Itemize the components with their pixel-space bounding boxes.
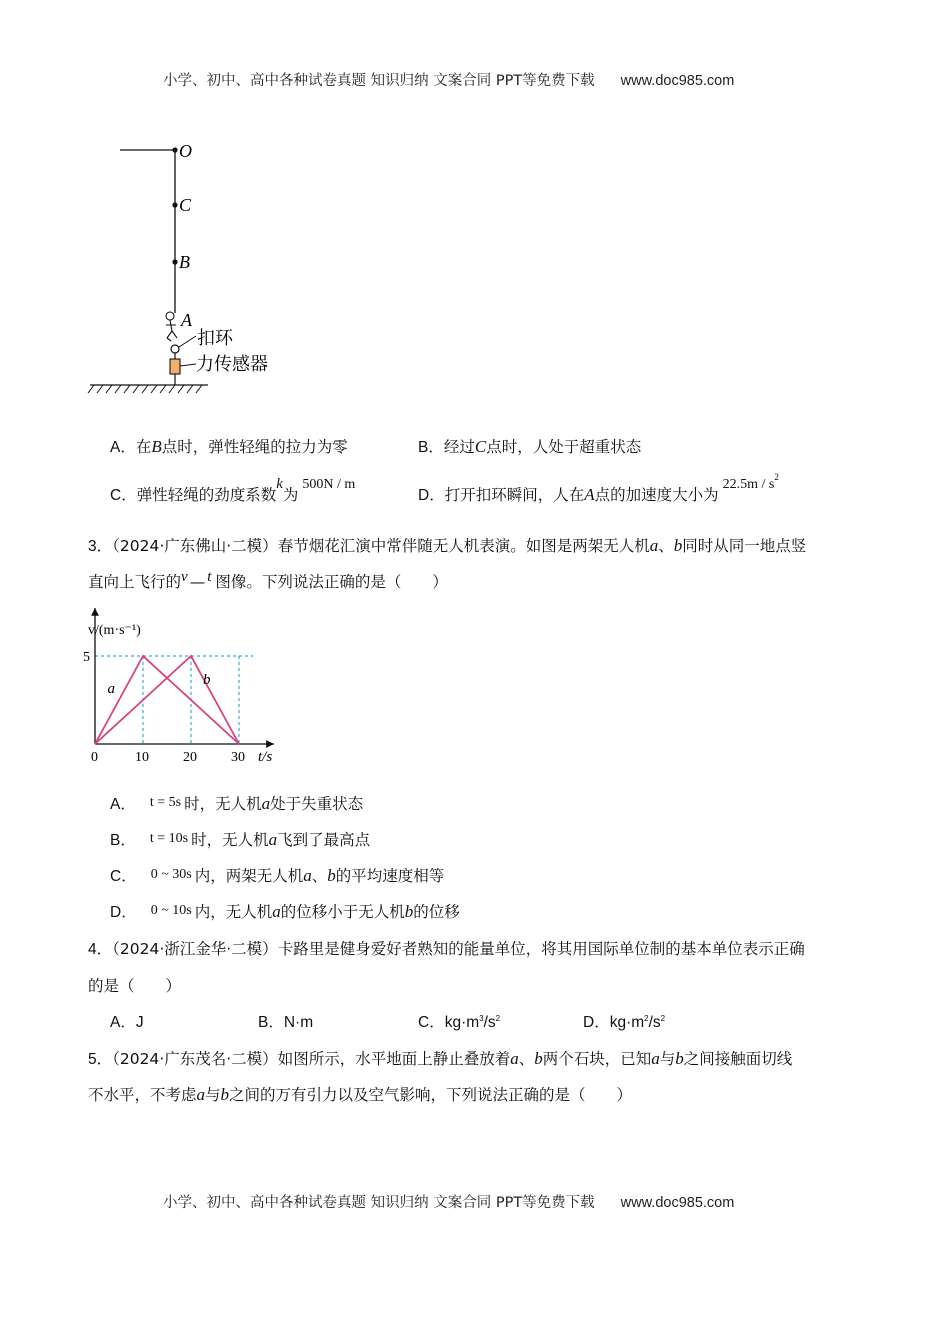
header-text: 小学、初中、高中各种试卷真题 知识归纳 文案合同 PPT等免费下载 [163, 73, 595, 89]
q4-option-d[interactable]: D．$kg\cdot m^2/s^2$ [583, 1013, 666, 1031]
point-c [172, 202, 177, 207]
q3-line2: 直向上飞行的v — t 图像。下列说法正确的是（ ） [88, 569, 448, 591]
point-b [172, 259, 177, 264]
label-c: C [179, 195, 192, 215]
q5-line2: 不水平，不考虑a与b之间的万有引力以及空气影响，下列说法正确的是（ ） [88, 1085, 633, 1104]
x-tick-30: 30 [231, 750, 245, 765]
y-tick-5: 5 [83, 650, 90, 665]
x-tick-0: 0 [91, 750, 98, 765]
header-url[interactable]: www.doc985.com [620, 73, 735, 89]
q4-line1: 4．（2024·浙江金华·二模）卡路里是健身爱好者熟知的能量单位，将其用国际单位制的基本单位表示正确 [88, 940, 805, 958]
q2-option-d[interactable]: D．打开扣环瞬间，人在A点的加速度大小为$22.5m / s^2$ [418, 471, 779, 504]
vt-chart [78, 600, 288, 770]
buckle-ring [171, 345, 179, 353]
bungee-figure [80, 135, 300, 400]
y-axis-label: v/(m·s⁻¹) [88, 623, 141, 638]
x-axis-label: t/s [258, 749, 273, 765]
q2-option-c[interactable]: C．弹性轻绳的劲度系数k为500N / m [110, 476, 356, 504]
q3-option-d[interactable]: D． 0 ~ 10s 内，无人机a的位移小于无人机b的位移 [110, 902, 460, 921]
q3-option-b[interactable]: B． t = 10s 时，无人机a飞到了最高点 [110, 830, 371, 849]
force-sensor [170, 359, 180, 374]
footer-text: 小学、初中、高中各种试卷真题 知识归纳 文案合同 PPT等免费下载 [163, 1195, 595, 1211]
q4-line2: 的是（ ） [88, 977, 182, 995]
page-header [163, 69, 734, 90]
q2-option-a[interactable]: A．在B点时，弹性轻绳的拉力为零 [110, 437, 348, 456]
chart-series [95, 656, 239, 744]
point-o [172, 147, 177, 152]
q4-option-c[interactable]: C．$kg\cdot m^3/s^2$ [418, 1013, 501, 1031]
chart-ticks [83, 650, 245, 765]
q2-option-b[interactable]: B．经过C点时，人处于超重状态 [418, 437, 642, 456]
x-tick-10: 10 [135, 750, 149, 765]
sensor-label: 力传感器 [196, 354, 268, 374]
label-o: O [179, 141, 192, 161]
page-footer [163, 1191, 734, 1212]
label-b: B [179, 252, 190, 272]
person-icon [166, 312, 177, 341]
q3-line1: 3．（2024·广东佛山·二模）春节烟花汇演中常伴随无人机表演。如图是两架无人机a、b同时从同一地点竖 [88, 536, 807, 555]
series-a-label: a [107, 680, 115, 697]
label-a: A [181, 310, 192, 330]
series-b-line [95, 656, 239, 744]
series-b-label: b [203, 672, 211, 689]
series-a-line [95, 656, 239, 744]
buckle-pointer [179, 336, 196, 347]
q3-option-a[interactable]: A． t = 5s 时，无人机a处于失重状态 [110, 794, 364, 813]
buckle-label: 扣环 [197, 328, 233, 348]
q3-option-c[interactable]: C． 0 ~ 30s 内，两架无人机a、b的平均速度相等 [110, 866, 445, 885]
footer-url[interactable]: www.doc985.com [620, 1195, 735, 1211]
sensor-pointer [180, 364, 196, 366]
ground-hatch [88, 385, 202, 393]
x-tick-20: 20 [183, 750, 197, 765]
q4-option-b[interactable]: B．N·m [258, 1014, 314, 1031]
q5-line1: 5．（2024·广东茂名·二模）如图所示，水平地面上静止叠放着a、b两个石块，已知a与b之间接触面切线 [88, 1049, 793, 1068]
q4-option-a[interactable]: A．J [110, 1014, 144, 1031]
